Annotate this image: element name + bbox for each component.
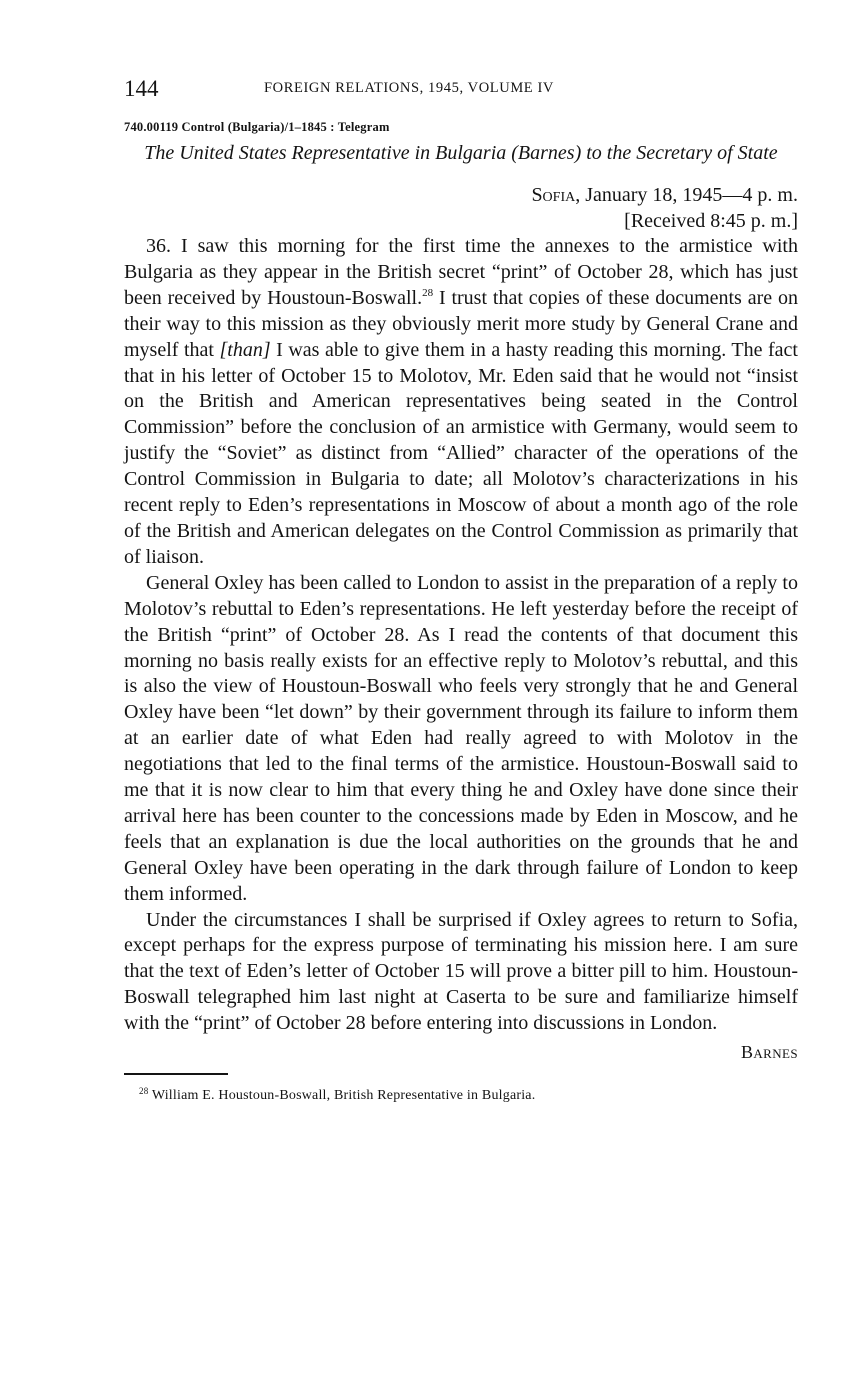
paragraph-2: General Oxley has been called to London to assist in the preparation of a reply to Molotov’s rebuttal to Eden’s representations. He left yesterday before the receipt of the British “print” of October 28. As I read the contents of that document this morning no basis really exists for an effective reply to Molotov’s rebuttal, and this is also the view of Houstoun-Boswall who feels very strongly that he and General Oxley have been “let down” by their government through its failure to inform them at an earlier date of what Eden had really agreed to with Molotov in the negotiations that led to the final terms of the armistice. Houstoun-Boswall said to me that it is now clear to him that every thing he and Oxley have done since their arrival here has been counter to the concessions made by Eden in Moscow, and he feels that an explanation is due the local authorities on the grounds that he and General Oxley have been operating in the dark through failure of London to keep them informed.	[124, 571, 798, 905]
running-head-title: FOREIGN RELATIONS, 1945, VOLUME IV	[264, 80, 554, 96]
footnote-text: William E. Houstoun-Boswall, British Representative in Bulgaria.	[148, 1088, 536, 1104]
document-title: The United States Representative in Bulgaria (Barnes) to the Secretary of State	[144, 142, 778, 164]
file-reference: 740.00119 Control (Bulgaria)/1–1845 : Telegram	[124, 120, 390, 134]
paragraph-1-part-a: 36. I saw this morning for the first time the annexes to the armistice with Bulgaria as they appear in the British secret “print” of October 28, which has just been received by Houstoun-Boswall.	[124, 235, 798, 309]
telegram-body	[124, 234, 798, 1037]
signature: Barnes	[740, 1042, 798, 1063]
editorial-insertion: [than]	[219, 338, 271, 361]
running-head	[124, 70, 798, 104]
footnote	[124, 1087, 798, 1105]
dateline-place: Sofia,	[531, 184, 581, 206]
footnote-divider	[124, 1073, 228, 1075]
document-page	[124, 70, 798, 1105]
received-line: [Received 8:45 p. m.]	[624, 210, 798, 232]
footnote-reference: 28	[422, 286, 434, 299]
dateline-date: January 18, 1945—4 p. m.	[580, 184, 798, 206]
dateline	[124, 182, 798, 208]
paragraph-1-part-b: I trust that copies of these documents are on their way to this mission as they obviously merit more study by General Crane and myself that	[124, 286, 798, 361]
page-number: 144	[124, 76, 159, 101]
paragraph-1	[124, 234, 798, 571]
paragraph-1-part-c: I was able to give them in a hasty reading this morning. The fact that in his letter of October 15 to Molotov, Mr. Eden said that he would not “insist on the British and American representatives being seated in the Control Commission” before the conclusion of an armistice with Germany, would seem to justify the “Soviet” as distinct from “Allied” character of the operations of the Control Commission in Bulgaria to date; all Molotov’s characterizations in his recent reply to Eden’s representations in Moscow of about a month ago of the role of the British and American delegates on the Control Commission as primarily that of liaison.	[124, 338, 798, 568]
paragraph-3: Under the circumstances I shall be surprised if Oxley agrees to return to Sofia, except perhaps for the express purpose of terminating his mission here. I am sure that the text of Eden’s letter of October 15 will prove a bitter pill to him. Houstoun-Boswall telegraphed him last night at Caserta to be sure and familiarize himself with the “print” of October 28 before entering into discussions in London.	[124, 908, 798, 1035]
footnote-number: 28	[139, 1086, 149, 1097]
